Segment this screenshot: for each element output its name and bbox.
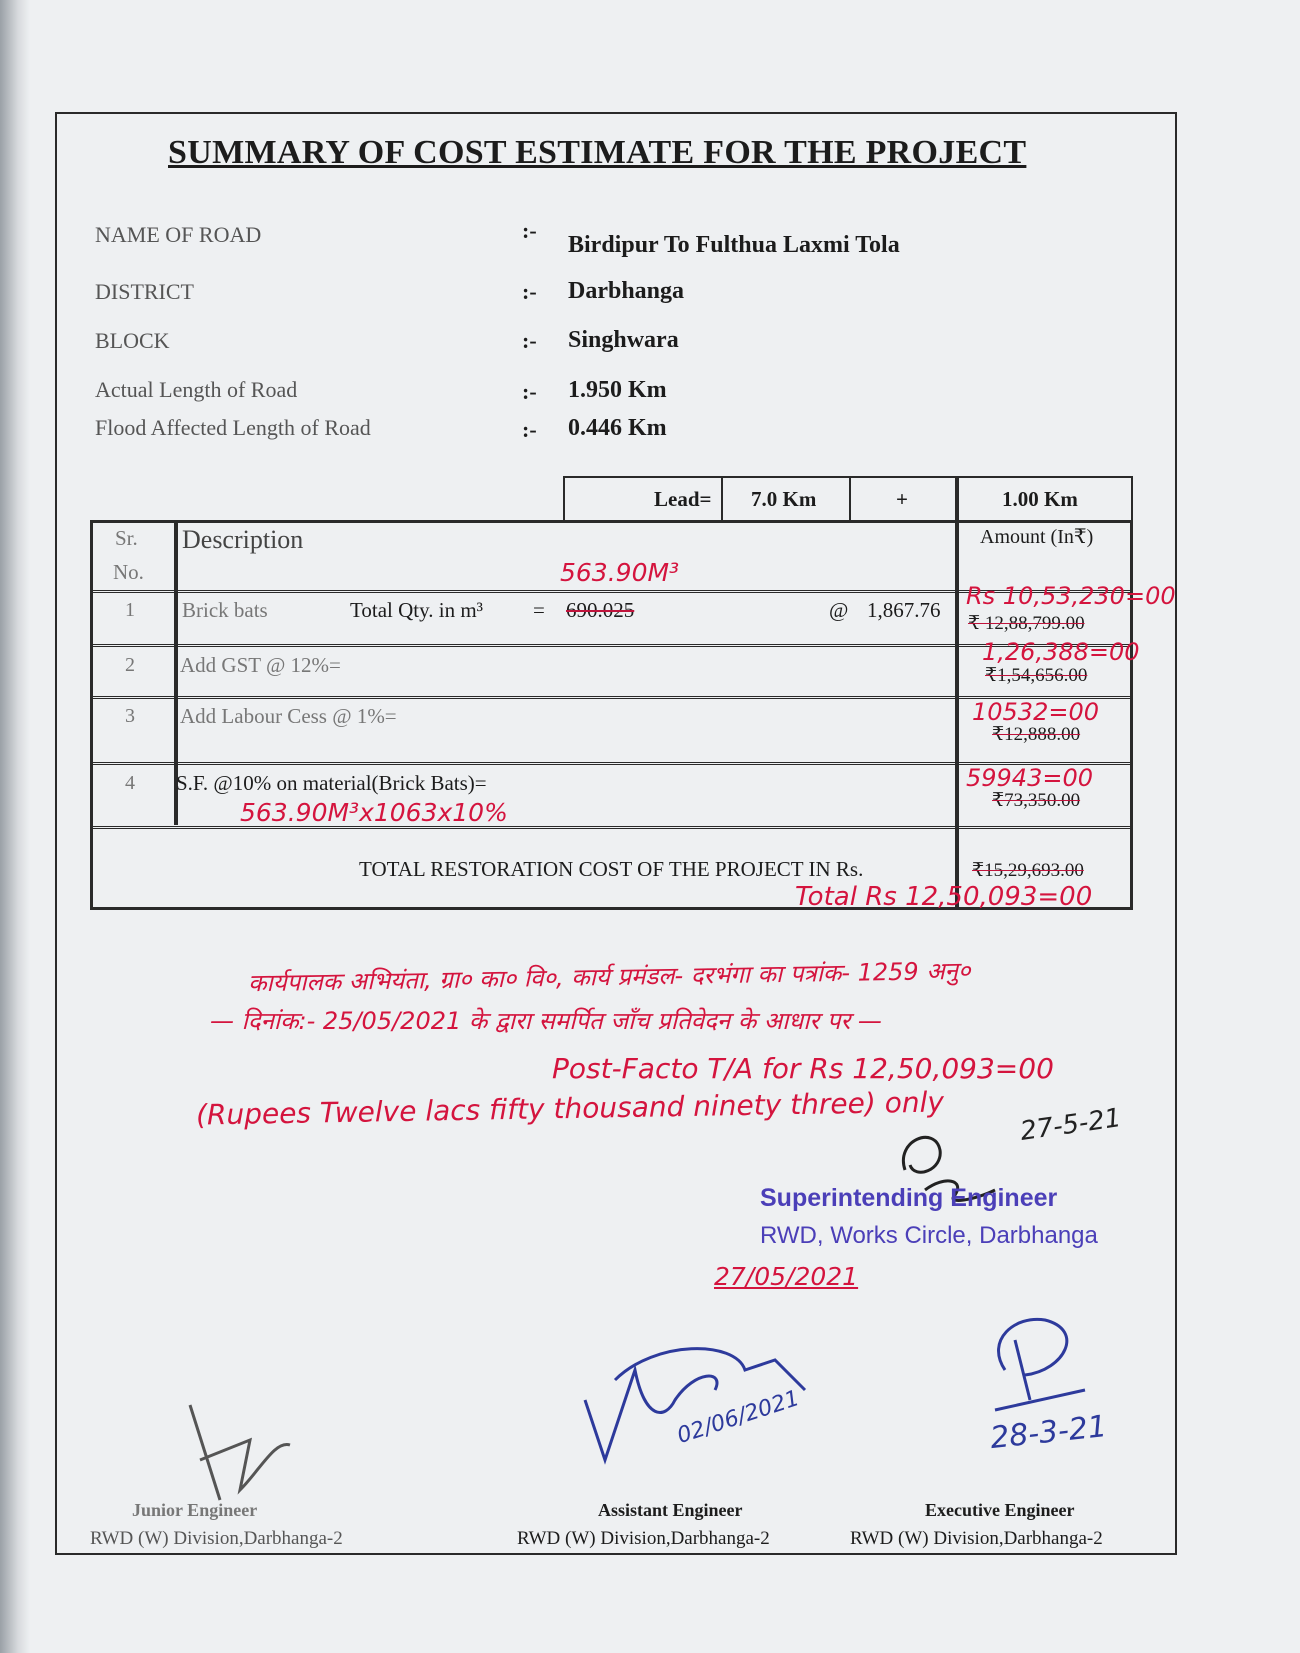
- handwritten-amount-4: 59943=00: [966, 764, 1093, 792]
- field-sep: :-: [522, 328, 537, 353]
- handwritten-se-date: 27/05/2021: [714, 1262, 859, 1291]
- handwritten-note-line-1: कार्यपालक अभियंता, ग्रा० का० वि०, कार्य प्रमंडल- दरभंगा का पत्रांक- 1259 अनु०: [247, 956, 971, 998]
- rate-at: @: [829, 598, 849, 622]
- row-sr: 1: [125, 599, 135, 621]
- ee-title: Executive Engineer: [925, 1500, 1075, 1520]
- qty-value: 690.025: [566, 598, 635, 622]
- handwritten-qty-correction: 563.90M³: [560, 558, 680, 587]
- header-no: No.: [113, 560, 144, 584]
- handwritten-amount-2: 1,26,388=00: [982, 638, 1140, 666]
- field-sep: :-: [522, 218, 537, 243]
- handwritten-sf-calc: 563.90M³x1063x10%: [240, 798, 508, 827]
- field-value-district: Darbhanga: [568, 278, 685, 304]
- field-label-flood-length: Flood Affected Length of Road: [95, 415, 371, 440]
- ae-org: RWD (W) Division,Darbhanga-2: [517, 1528, 770, 1549]
- col-divider-amount: [955, 520, 959, 910]
- row-sr: 3: [125, 705, 135, 727]
- rate-value: 1,867.76: [867, 598, 941, 622]
- header-sr: Sr.: [115, 526, 138, 550]
- field-sep: :-: [522, 417, 537, 442]
- total-amount: ₹15,29,693.00: [972, 860, 1084, 881]
- lead-value-2: 1.00 Km: [1002, 487, 1078, 511]
- header-description: Description: [182, 525, 304, 554]
- row-description: Add Labour Cess @ 1%=: [180, 704, 397, 728]
- header-amount: Amount (In₹): [980, 526, 1094, 548]
- se-signature-date: 27-5-21: [1018, 1103, 1124, 1147]
- field-label-road: NAME OF ROAD: [95, 222, 262, 247]
- row-amount: ₹1,54,656.00: [985, 665, 1088, 686]
- ee-signature: [975, 1310, 1155, 1420]
- row-line: [90, 644, 1133, 650]
- field-label-district: DISTRICT: [95, 279, 194, 304]
- row-sr: 4: [125, 772, 135, 794]
- handwritten-amount-3: 10532=00: [972, 698, 1099, 726]
- field-value-road: Birdipur To Fulthua Laxmi Tola: [568, 232, 900, 258]
- row-description: Brick bats: [182, 598, 268, 622]
- page-spine-shadow: [0, 0, 30, 1653]
- qty-equals: =: [533, 598, 545, 622]
- field-sep: :-: [522, 379, 537, 404]
- row-amount: ₹ 12,88,799.00: [968, 613, 1085, 634]
- total-label: TOTAL RESTORATION COST OF THE PROJECT IN Rs.: [359, 857, 864, 881]
- row-amount: ₹73,350.00: [992, 790, 1081, 811]
- field-value-flood-length: 0.446 Km: [568, 415, 667, 441]
- qty-label: Total Qty. in m³: [350, 598, 483, 622]
- row-amount: ₹12,888.00: [992, 724, 1081, 745]
- handwritten-amount-1: Rs 10,53,230=00: [966, 582, 1176, 610]
- handwritten-total: Total Rs 12,50,093=00: [795, 882, 1093, 912]
- row-sr: 2: [125, 654, 135, 676]
- field-sep: :-: [522, 279, 537, 304]
- lead-divider: [955, 476, 959, 522]
- field-value-block: Singhwara: [568, 327, 679, 353]
- je-signature: [180, 1400, 300, 1510]
- field-value-actual-length: 1.950 Km: [568, 377, 667, 403]
- lead-label: Lead=: [654, 487, 712, 511]
- stamp-title: Superintending Engineer: [760, 1184, 1058, 1212]
- field-label-block: BLOCK: [95, 328, 170, 353]
- stamp-office: RWD, Works Circle, Darbhanga: [760, 1222, 1098, 1249]
- ee-signature-date: 28-3-21: [988, 1408, 1109, 1457]
- row-description: S.F. @10% on material(Brick Bats)=: [176, 771, 487, 795]
- row-description: Add GST @ 12%=: [180, 653, 341, 677]
- ee-org: RWD (W) Division,Darbhanga-2: [850, 1528, 1103, 1549]
- handwritten-note-line-2: — दिनांक:- 25/05/2021 के द्वारा समर्पित जाँच प्रतिवेदन के आधार पर —: [210, 1007, 882, 1035]
- je-org: RWD (W) Division,Darbhanga-2: [90, 1528, 343, 1549]
- handwritten-rs-line: Post-Facto T/A for Rs 12,50,093=00: [552, 1052, 1054, 1085]
- lead-plus: +: [896, 487, 908, 511]
- ae-title: Assistant Engineer: [598, 1500, 743, 1520]
- je-title: Junior Engineer: [132, 1500, 258, 1520]
- handwritten-rupees-words: (Rupees Twelve lacs fifty thousand ninety three) only: [195, 1085, 945, 1132]
- lead-value-1: 7.0 Km: [751, 487, 817, 511]
- page-title: SUMMARY OF COST ESTIMATE FOR THE PROJECT: [168, 134, 1027, 171]
- field-label-actual-length: Actual Length of Road: [95, 377, 298, 402]
- ae-signature-date: 02/06/2021: [674, 1386, 803, 1449]
